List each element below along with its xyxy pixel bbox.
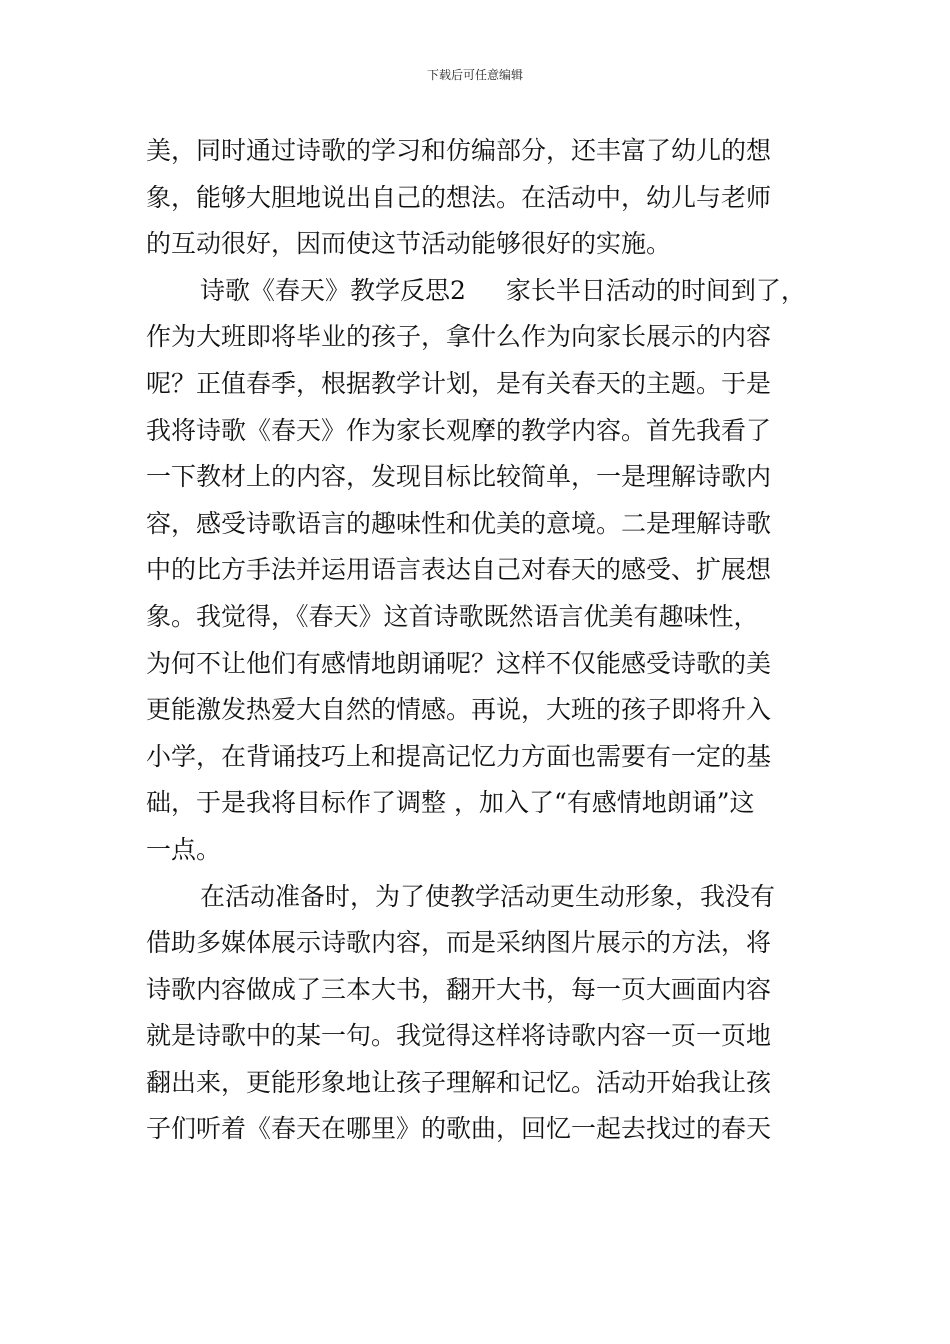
text-fragment: 家长半日活动的时间到了，: [505, 275, 806, 305]
text-line: 诗歌内容做成了三本大书，翻开大书，每一页大画面内容: [146, 974, 772, 1004]
text-line: 小学，在背诵技巧上和提高记忆力方面也需要有一定的基: [146, 741, 772, 771]
text-line: 一点。: [146, 834, 222, 864]
paragraph-1: [146, 128, 816, 268]
text-line: 呢？正值春季，根据教学计划，是有关春天的主题。于是: [146, 368, 772, 398]
text-line: 一下教材上的内容，发现目标比较简单，一是理解诗歌内: [146, 462, 772, 492]
text-line: 更能激发热爱大自然的情感。再说，大班的孩子即将升入: [146, 695, 772, 725]
page-header: 下载后可任意编辑: [426, 68, 523, 82]
text-line: 就是诗歌中的某一句。我觉得这样将诗歌内容一页一页地: [146, 1021, 772, 1051]
text-line: 容，感受诗歌语言的趣味性和优美的意境。二是理解诗歌: [146, 508, 772, 538]
text-line-first: 在活动准备时，为了使教学活动更生动形象，我没有: [200, 881, 776, 911]
text-line: 的互动很好，因而使这节活动能够很好的实施。: [146, 229, 672, 259]
text-line: 象，能够大胆地说出自己的想法。在活动中，幼儿与老师: [146, 182, 772, 212]
text-line: 我将诗歌《春天》作为家长观摩的教学内容。首先我看了: [146, 415, 772, 445]
text-line: 中的比方手法并运用语言表达自己对春天的感受、扩展想: [146, 555, 772, 585]
text-line: 借助多媒体展示诗歌内容，而是采纳图片展示的方法，将: [146, 928, 772, 958]
text-line: 象。我觉得，《春天》这首诗歌既然语言优美有趣味性，: [146, 601, 759, 631]
paragraph-2: [146, 268, 816, 874]
text-line: 为何不让他们有感情地朗诵呢？这样不仅能感受诗歌的美: [146, 648, 772, 678]
document-body: [146, 128, 816, 1153]
text-line: 作为大班即将毕业的孩子，拿什么作为向家长展示的内容: [146, 322, 772, 352]
paragraph-3: [146, 874, 816, 1154]
text-line: 子们听着《春天在哪里》的歌曲，回忆一起去找过的春天: [146, 1114, 772, 1144]
text-line-first: [146, 268, 816, 315]
text-line: 翻出来，更能形象地让孩子理解和记忆。活动开始我让孩: [146, 1067, 772, 1097]
text-line: 美，同时通过诗歌的学习和仿编部分，还丰富了幼儿的想: [146, 136, 772, 165]
text-line: 础，于是我将目标作了调整 ，加入了“有感情地朗诵”这: [146, 788, 755, 818]
section-title: 诗歌《春天》教学反思2: [200, 275, 466, 305]
